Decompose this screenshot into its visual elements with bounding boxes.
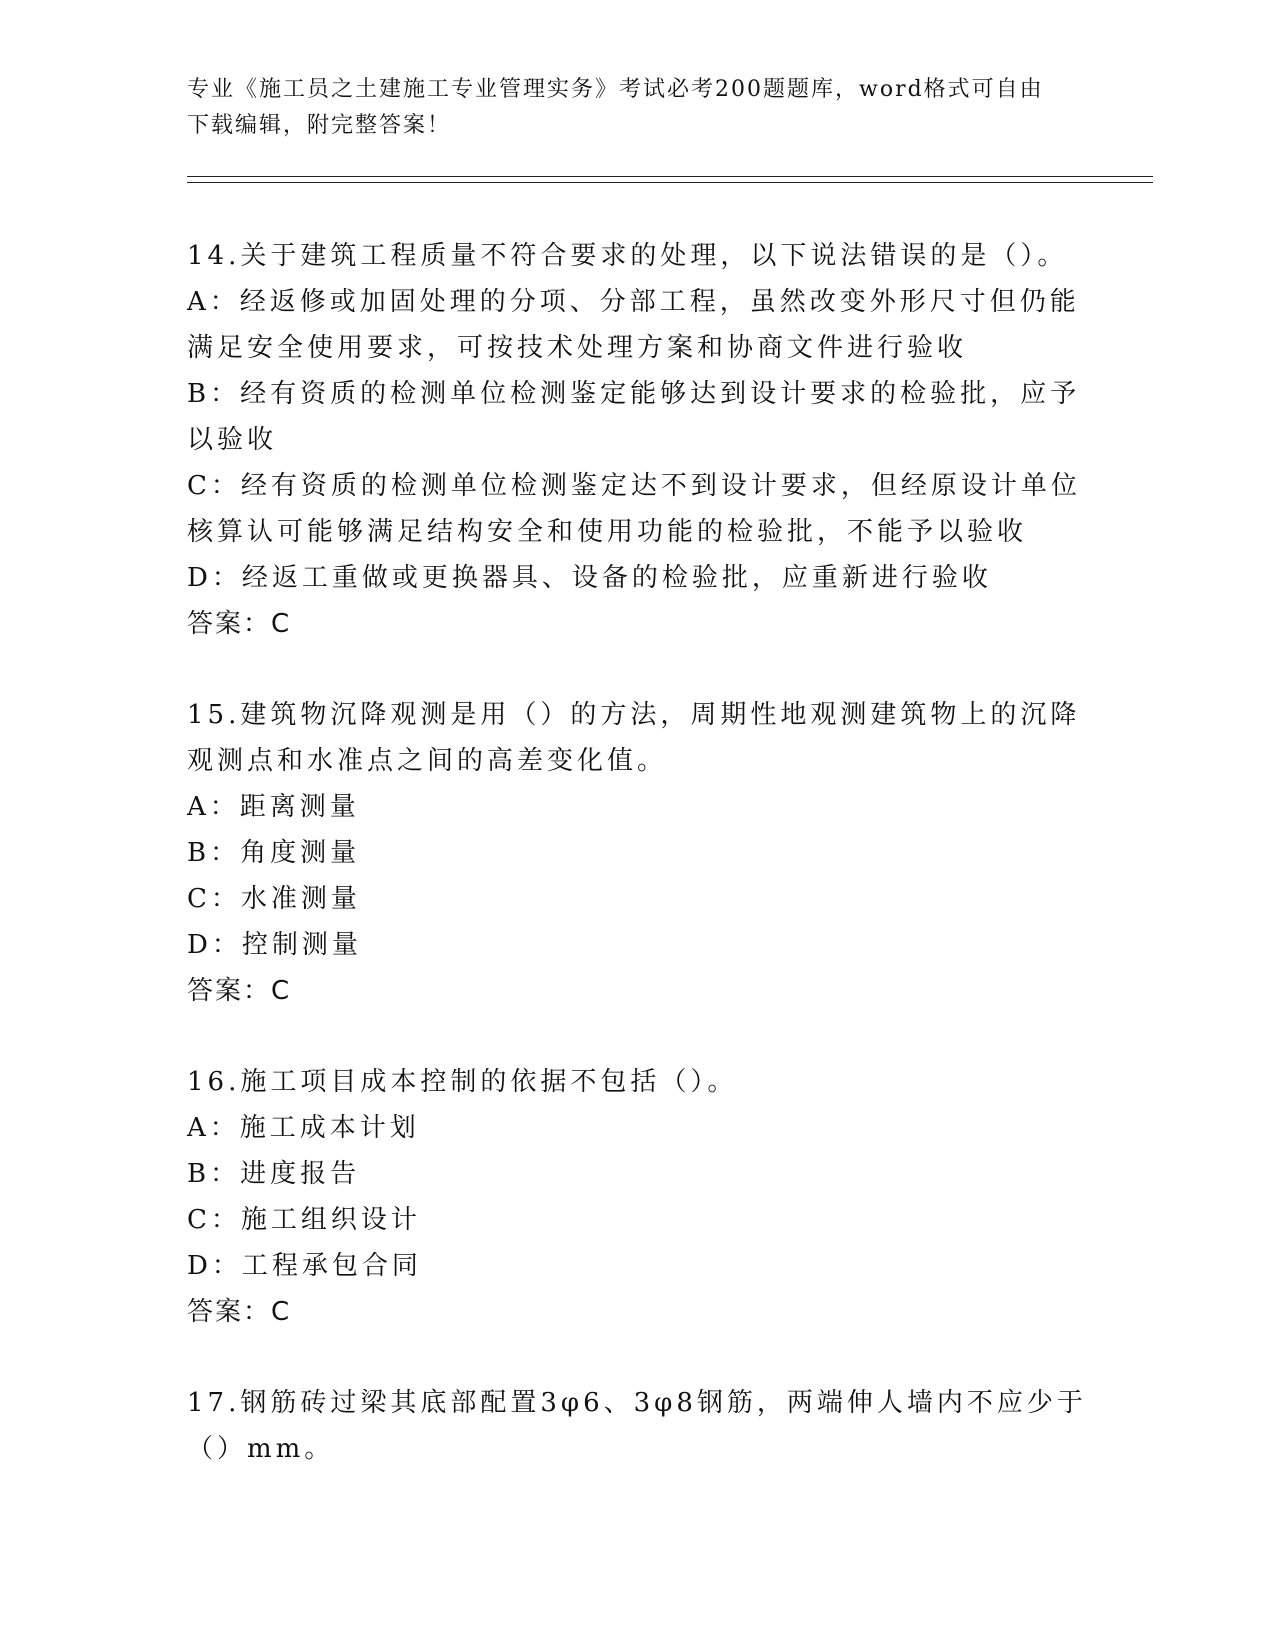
option-d: D：工程承包合同: [187, 1251, 422, 1281]
document-header: [187, 72, 1057, 144]
option-a: A：距离测量: [187, 792, 360, 822]
header-divider-top: [187, 176, 1153, 177]
question-list: [187, 233, 1087, 1517]
question-17: [187, 1380, 1087, 1472]
question-16: [187, 1059, 1087, 1335]
answer: 答案：C: [187, 609, 292, 639]
header-title: 专业《施工员之土建施工专业管理实务》考试必考200题题库，word格式可自由下载编辑，附完整答案！: [187, 77, 1044, 138]
question-stem: 17.钢筋砖过梁其底部配置3φ6、3φ8钢筋，两端伸人墙内不应少于（）mm。: [187, 1388, 1087, 1464]
header-divider-bottom: [187, 182, 1153, 183]
question-stem: 14.关于建筑工程质量不符合要求的处理，以下说法错误的是（）。: [187, 241, 1068, 271]
option-b: B：角度测量: [187, 838, 361, 868]
option-c: C：经有资质的检测单位检测鉴定达不到设计要求，但经原设计单位核算认可能够满足结构安全和使用功能的检验批，不能予以验收: [187, 471, 1081, 547]
option-b: B：进度报告: [187, 1159, 361, 1189]
question-stem: 16.施工项目成本控制的依据不包括（）。: [187, 1067, 738, 1097]
answer: 答案：C: [187, 1297, 292, 1327]
option-d: D：经返工重做或更换器具、设备的检验批，应重新进行验收: [187, 563, 992, 593]
question-15: [187, 692, 1087, 1014]
option-a: A：经返修或加固处理的分项、分部工程，虽然改变外形尺寸但仍能满足安全使用要求，可按技术处理方案和协商文件进行验收: [187, 287, 1080, 363]
option-b: B：经有资质的检测单位检测鉴定能够达到设计要求的检验批，应予以验收: [187, 379, 1081, 455]
question-stem: 15.建筑物沉降观测是用（）的方法，周期性地观测建筑物上的沉降观测点和水准点之间的高差变化值。: [187, 700, 1081, 776]
option-a: A：施工成本计划: [187, 1113, 420, 1143]
option-d: D：控制测量: [187, 930, 362, 960]
option-c: C：施工组织设计: [187, 1205, 421, 1235]
question-14: [187, 233, 1087, 647]
option-c: C：水准测量: [187, 884, 361, 914]
answer: 答案：C: [187, 976, 292, 1006]
